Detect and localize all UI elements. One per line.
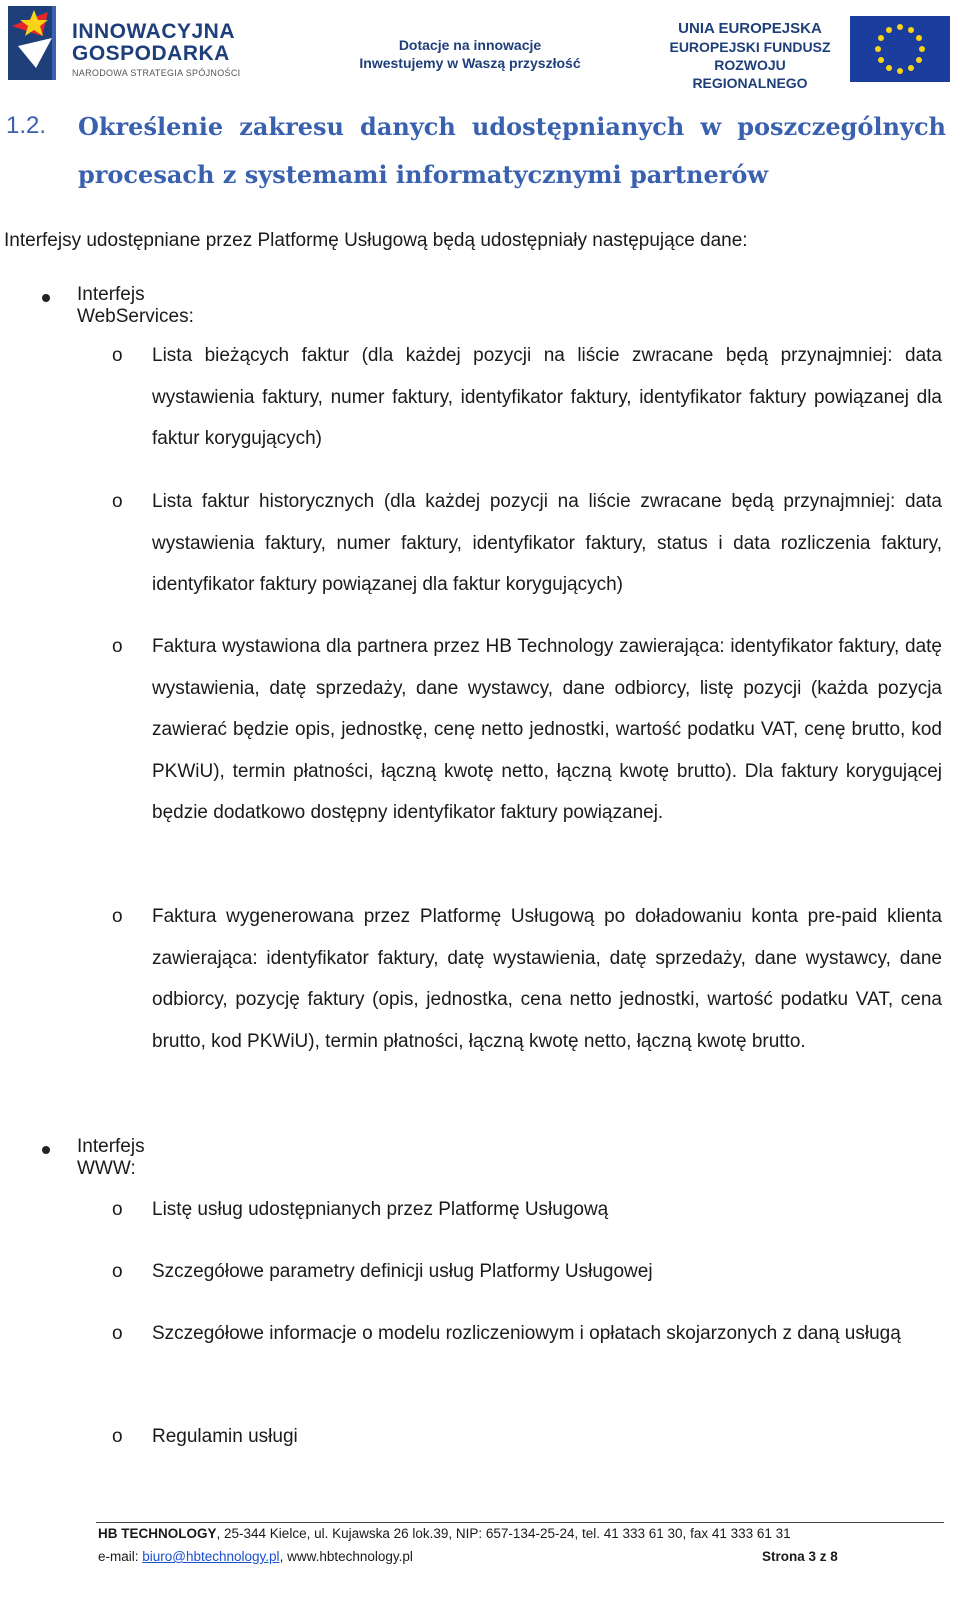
footer-divider: [96, 1522, 944, 1523]
sub-marker: o: [112, 1426, 123, 1447]
header-slogan: [330, 36, 610, 72]
footer-contact-line: [98, 1549, 413, 1564]
footer-email-prefix: e-mail:: [98, 1549, 143, 1564]
sub-marker: o: [112, 636, 123, 657]
list-item: [112, 896, 942, 1062]
bullet-label: Interfejs WWW:: [77, 1136, 145, 1179]
slogan-line2: Inwestujemy w Waszą przyszłość: [359, 55, 581, 71]
bullet-label: Interfejs WebServices:: [77, 284, 194, 327]
eu-logo: [660, 16, 950, 91]
section-number: 1.2.: [6, 112, 47, 139]
page-header: [0, 0, 960, 90]
list-item-text: Faktura wystawiona dla partnera przez HB Technology zawierająca: identyfikator faktury, datę wystawienia, datę sprzedaży, dane wystawcy, dane odbiorcy, listę pozycji (każda pozycja zawierać będzie opis, jednostkę, cenę netto jednostki, wartość podatku VAT, cenę brutto, kod PKWiU), termin płatności, łączną kwotę netto, łączną kwotę brutto). Dla faktury korygującej będzie dodatkowo dostępny identyfikator faktury powiązanej.: [152, 636, 942, 824]
list-item: [112, 1313, 942, 1355]
list-item-text: Szczegółowe parametry definicji usług Platformy Usługowej: [152, 1261, 653, 1282]
bullet-dot-icon: [42, 1146, 50, 1154]
slogan-line1: Dotacje na innowacje: [398, 37, 542, 53]
bullet-dot-icon: [42, 294, 50, 302]
footer-email-link[interactable]: biuro@hbtechnology.pl: [142, 1549, 280, 1564]
section-title-line2: procesach z systemami informatycznymi partnerów: [78, 160, 769, 189]
footer-company: HB TECHNOLOGY: [98, 1526, 217, 1541]
innowacyjna-gospodarka-logo: [8, 6, 248, 82]
logo-line1: INNOWACYJNA: [72, 20, 236, 43]
logo-line2: GOSPODARKA: [72, 42, 230, 65]
sub-marker: o: [112, 1261, 123, 1282]
eu-text: [660, 20, 840, 92]
list-item: [112, 1251, 942, 1293]
list-item-text: Lista faktur historycznych (dla każdej pozycji na liście zwracane będą przynajmniej: data wystawienia faktury, numer faktury, identyfikator faktury, status i data rozliczenia faktury, identyfikator faktury powiązanej dla faktur korygujących): [152, 491, 942, 596]
eu-flag-icon: [850, 16, 950, 82]
eu-line3: ROZWOJU REGIONALNEGO: [692, 57, 808, 91]
list-item: [112, 1416, 942, 1458]
sub-marker: o: [112, 345, 123, 366]
sub-marker: o: [112, 1199, 123, 1220]
footer-web: , www.hbtechnology.pl: [279, 1549, 413, 1564]
sub-marker: o: [112, 1323, 123, 1344]
list-item-text: Regulamin usługi: [152, 1426, 298, 1447]
footer-address-line: [98, 1526, 791, 1541]
list-item: [112, 626, 942, 834]
sub-marker: o: [112, 491, 123, 512]
logo-line3: NARODOWA STRATEGIA SPÓJNOŚCI: [72, 68, 241, 78]
eu-line2: EUROPEJSKI FUNDUSZ: [669, 39, 831, 55]
list-item: [112, 1189, 942, 1231]
section-title-line1: Określenie zakresu danych udostępnianych w poszczególnych: [78, 112, 946, 141]
footer-address: , 25-344 Kielce, ul. Kujawska 26 lok.39, NIP: 657-134-25-24, tel. 41 333 61 30, fax 41 333 61 31: [216, 1526, 791, 1541]
sub-marker: o: [112, 906, 123, 927]
eu-line1: UNIA EUROPEJSKA: [678, 20, 822, 37]
list-item-text: Szczegółowe informacje o modelu rozliczeniowym i opłatach skojarzonych z daną usługą: [152, 1323, 901, 1344]
list-item-text: Listę usług udostępnianych przez Platformę Usługową: [152, 1199, 609, 1220]
list-item-text: Lista bieżących faktur (dla każdej pozycji na liście zwracane będą przynajmniej: data wystawienia faktury, numer faktury, identyfikator faktury, identyfikator faktury powiązanej dla faktur korygujących): [152, 345, 942, 450]
list-item: [112, 481, 942, 606]
ig-emblem-icon: [8, 6, 64, 80]
list-item: [112, 335, 942, 460]
page-number: Strona 3 z 8: [762, 1549, 838, 1564]
list-item-text: Faktura wygenerowana przez Platformę Usługową po doładowaniu konta pre-paid klienta zawierająca: identyfikator faktury, datę wystawienia, datę sprzedaży, dane wystawcy, dane odbiorcy, pozycję faktury (opis, jednostka, cena netto jednostki, wartość podatku VAT, cena brutto, kod PKWiU), termin płatności, łączną kwotę netto, łączną kwotę brutto.: [152, 906, 942, 1052]
intro-paragraph: Interfejsy udostępniane przez Platformę Usługową będą udostępniały następujące dane:: [4, 230, 748, 251]
